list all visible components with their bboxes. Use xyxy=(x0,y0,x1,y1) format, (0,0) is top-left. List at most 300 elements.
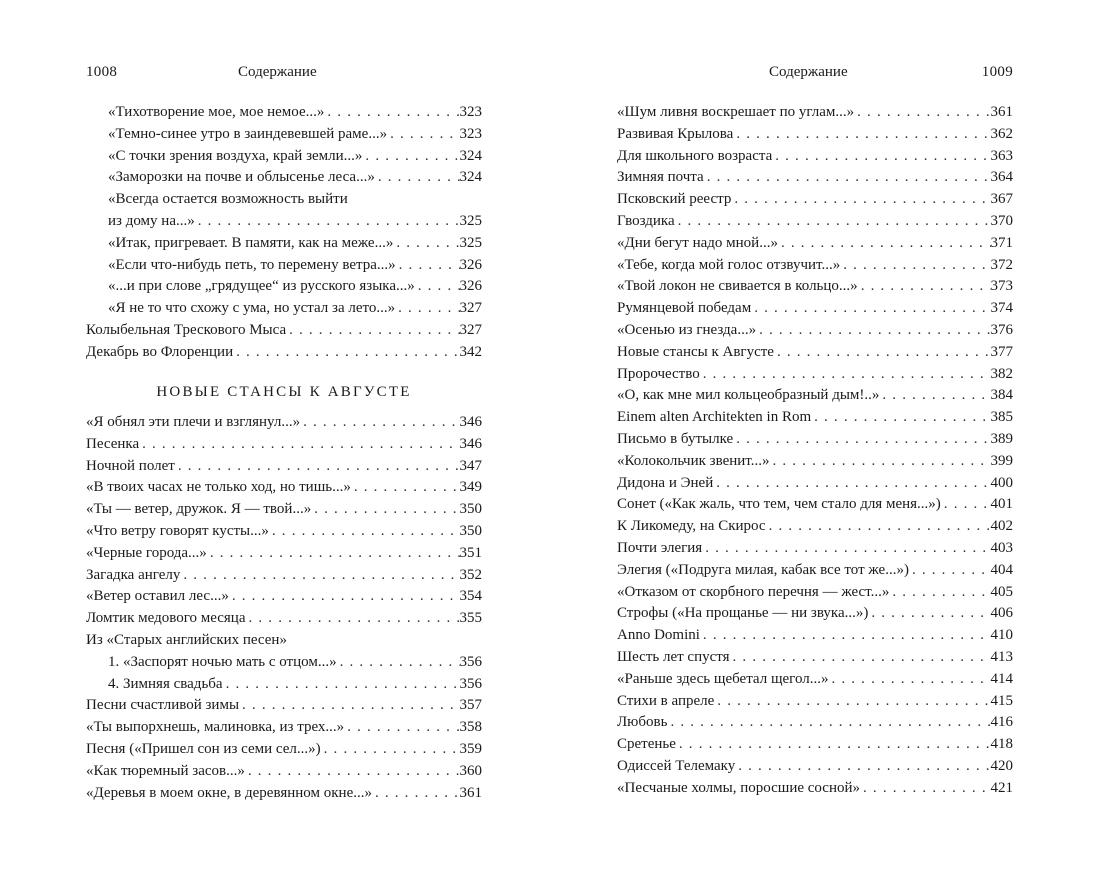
toc-page-number: 326 xyxy=(459,256,482,273)
toc-page-number: 361 xyxy=(990,104,1013,120)
toc-page-number: 325 xyxy=(459,234,482,251)
toc-page-number: 323 xyxy=(459,125,482,142)
toc-entry-line xyxy=(617,756,1013,778)
toc-entry-line xyxy=(86,276,482,298)
toc-entry-title: Стихи в апреле xyxy=(617,692,715,709)
toc-page-number: 342 xyxy=(459,343,482,360)
toc-list xyxy=(86,412,482,804)
toc-entry-title: «Ты выпорхнешь, малиновка, из трех...» xyxy=(86,719,345,736)
dot-leader xyxy=(858,276,991,298)
toc-entry-title: Почти элегия xyxy=(617,539,703,556)
toc-page-number: 327 xyxy=(459,300,482,317)
toc-entry xyxy=(86,783,482,805)
toc-entry xyxy=(617,298,1013,320)
toc-entry xyxy=(86,586,482,608)
toc-entry-title: «Что ветру говорят кусты...» xyxy=(86,522,269,539)
toc-entry xyxy=(617,778,1013,800)
toc-entry xyxy=(86,102,482,124)
toc-entry-title: Декабрь во Флоренции xyxy=(86,343,234,360)
dot-leader xyxy=(362,146,459,168)
dot-leader xyxy=(751,298,990,320)
toc-entry xyxy=(86,298,482,320)
toc-entry-line xyxy=(617,669,1013,691)
toc-entry-title: «Итак, пригревает. В памяти, как на меже...» xyxy=(108,234,394,251)
toc-page-number: 323 xyxy=(459,104,482,120)
dot-leader xyxy=(351,477,460,499)
toc-entry-line xyxy=(86,298,482,320)
toc-page-number: 418 xyxy=(990,736,1013,753)
toc-page-number: 357 xyxy=(459,697,482,714)
toc-page-number: 403 xyxy=(990,539,1013,556)
toc-entry xyxy=(86,521,482,543)
toc-entry xyxy=(617,712,1013,734)
dot-leader xyxy=(300,412,459,434)
toc-entry-title: Einem alten Architekten in Rom xyxy=(617,409,812,426)
toc-page-number: 326 xyxy=(459,278,482,295)
toc-entry-line xyxy=(617,189,1013,211)
toc-page-number: 325 xyxy=(459,212,482,229)
toc-entry-line xyxy=(617,712,1013,734)
toc-entry-line xyxy=(617,603,1013,625)
toc-entry-title: «Черные города...» xyxy=(86,544,207,561)
dot-leader xyxy=(778,233,991,255)
toc-entry xyxy=(86,456,482,478)
dot-leader xyxy=(229,586,460,608)
toc-entry-line xyxy=(86,652,482,674)
toc-page-number: 399 xyxy=(990,452,1013,469)
toc-entry xyxy=(86,477,482,499)
toc-entry-title: «Ты — ветер, дружок. Я — твой...» xyxy=(86,501,312,518)
toc-entry xyxy=(617,342,1013,364)
toc-entry-line xyxy=(617,364,1013,386)
toc-page-number: 402 xyxy=(990,518,1013,535)
dot-leader xyxy=(372,783,460,805)
toc-page-number: 361 xyxy=(459,784,482,801)
toc-entry xyxy=(86,146,482,168)
toc-entry-title: Дидона и Эней xyxy=(617,474,714,491)
toc-page-number: 414 xyxy=(990,670,1013,687)
toc-entry-line xyxy=(617,124,1013,146)
dot-leader xyxy=(207,543,460,565)
toc-entry-title: «Заморозки на почве и облысенье леса...» xyxy=(108,169,375,186)
toc-page-number: 389 xyxy=(990,430,1013,447)
dot-leader xyxy=(730,647,991,669)
toc-entry xyxy=(617,756,1013,778)
toc-entry-line xyxy=(86,124,482,146)
toc-page-number: 416 xyxy=(990,714,1013,731)
toc-page-number: 350 xyxy=(459,501,482,518)
dot-leader xyxy=(735,756,990,778)
toc-page-number: 346 xyxy=(459,414,482,430)
toc-entry-line xyxy=(617,625,1013,647)
toc-entry xyxy=(617,385,1013,407)
toc-entry-line xyxy=(86,717,482,739)
toc-entry-title: Колыбельная Трескового Мыса xyxy=(86,321,287,338)
toc-entry-line xyxy=(86,499,482,521)
toc-entry-title: «Ветер оставил лес...» xyxy=(86,588,229,605)
toc-page-number: 358 xyxy=(459,719,482,736)
toc-entry-line xyxy=(617,211,1013,233)
toc-page-number: 384 xyxy=(990,387,1013,404)
toc-page-number: 355 xyxy=(459,610,482,627)
toc-entry-title: К Ликомеду, на Скирос xyxy=(617,518,766,535)
toc-entry-title: 1. «Заспорят ночью мать с отцом...» xyxy=(108,653,337,670)
toc-entry-line xyxy=(617,146,1013,168)
toc-page-number: 354 xyxy=(459,588,482,605)
toc-entry-title: «Всегда остается возможность выйти xyxy=(108,191,348,208)
toc-entry-title: Ломтик медового месяца xyxy=(86,610,246,627)
dot-leader xyxy=(828,669,990,691)
toc-page-number: 401 xyxy=(990,496,1013,513)
toc-entry-title: «Шум ливня воскрешает по углам...» xyxy=(617,104,855,120)
toc-entry-title: Гвоздика xyxy=(617,212,675,229)
dot-leader xyxy=(774,342,991,364)
toc-entry xyxy=(86,412,482,434)
toc-entry-title: «О, как мне мил кольцеобразный дым!..» xyxy=(617,387,880,404)
dot-leader xyxy=(246,608,460,630)
toc-entry-title: Для школьного возраста xyxy=(617,147,773,164)
toc-page-number: 371 xyxy=(990,234,1013,251)
dot-leader xyxy=(195,211,460,233)
dot-leader xyxy=(756,320,990,342)
toc-entry xyxy=(617,669,1013,691)
toc-entry-title: Песня («Пришел сон из семи сел...») xyxy=(86,740,321,757)
toc-page-number: 420 xyxy=(990,757,1013,774)
toc-page-number: 370 xyxy=(990,212,1013,229)
toc-entry-line xyxy=(86,167,482,189)
toc-page-number: 374 xyxy=(990,300,1013,317)
toc-entry-line xyxy=(617,429,1013,451)
toc-entry xyxy=(617,625,1013,647)
dot-leader xyxy=(766,516,991,538)
toc-entry-line xyxy=(86,434,482,456)
toc-page-number: 363 xyxy=(990,147,1013,164)
toc-entry xyxy=(86,652,482,674)
dot-leader xyxy=(868,603,990,625)
toc-entry-line xyxy=(86,674,482,696)
dot-leader xyxy=(713,473,990,495)
toc-entry xyxy=(617,276,1013,298)
toc-entry-title: «С точки зрения воздуха, край земли...» xyxy=(108,147,363,164)
toc-entry xyxy=(617,560,1013,582)
toc-entry xyxy=(86,434,482,456)
toc-entry-line xyxy=(617,298,1013,320)
toc-entry-line xyxy=(86,211,482,233)
toc-entry xyxy=(86,717,482,739)
toc-entry xyxy=(617,167,1013,189)
toc-entry-line xyxy=(617,385,1013,407)
toc-entry xyxy=(617,734,1013,756)
toc-page-number: 364 xyxy=(990,169,1013,186)
dot-leader xyxy=(811,407,990,429)
dot-leader xyxy=(714,691,990,713)
toc-entry xyxy=(86,233,482,255)
dot-leader xyxy=(239,695,459,717)
running-head-title: Содержание xyxy=(769,64,848,80)
toc-entry-title: «Я обнял эти плечи и взглянул...» xyxy=(86,414,301,430)
toc-page-number: 405 xyxy=(990,583,1013,600)
toc-entry-title: Песенка xyxy=(86,435,140,452)
dot-leader xyxy=(889,582,990,604)
dot-leader xyxy=(344,717,459,739)
dot-leader xyxy=(269,521,460,543)
toc-entry-title: Зимняя почта xyxy=(617,169,704,186)
toc-entry-line xyxy=(86,102,482,124)
toc-entry-line xyxy=(86,233,482,255)
toc-entry-line xyxy=(86,608,482,630)
toc-entry xyxy=(617,494,1013,516)
toc-entry-line xyxy=(86,412,482,434)
toc-entry xyxy=(617,320,1013,342)
toc-page-number: 349 xyxy=(459,479,482,496)
toc-entry-line xyxy=(617,233,1013,255)
toc-entry-line xyxy=(617,407,1013,429)
toc-entry xyxy=(86,543,482,565)
toc-entry-title: Anno Domini xyxy=(617,627,700,644)
toc-entry-line xyxy=(86,695,482,717)
dot-leader xyxy=(731,189,990,211)
running-head-title: Содержание xyxy=(238,64,317,80)
toc-entry-title: «Если что-нибудь петь, то перемену ветра...» xyxy=(108,256,396,273)
toc-page-number: 346 xyxy=(459,435,482,452)
toc-entry xyxy=(617,407,1013,429)
toc-entry-title: «Я не то что схожу с ума, но устал за лето...» xyxy=(108,300,396,317)
toc-entry-title: Любовь xyxy=(617,714,668,731)
toc-page-number: 382 xyxy=(990,365,1013,382)
toc-entry-line xyxy=(617,538,1013,560)
toc-entry xyxy=(617,647,1013,669)
toc-entry-line xyxy=(86,586,482,608)
toc-entry-line xyxy=(86,146,482,168)
toc-entry xyxy=(617,451,1013,473)
toc-entry-line xyxy=(86,543,482,565)
toc-entry-title: Из «Старых английских песен» xyxy=(86,631,287,648)
dot-leader xyxy=(909,560,991,582)
dot-leader xyxy=(395,298,459,320)
toc-entry xyxy=(617,429,1013,451)
toc-page-number: 421 xyxy=(990,779,1013,796)
toc-entry-line xyxy=(86,630,482,652)
toc-page-number: 373 xyxy=(990,278,1013,295)
toc-page-number: 347 xyxy=(459,457,482,474)
toc-entry xyxy=(617,189,1013,211)
section-title: НОВЫЕ СТАНСЫ К АВГУСТЕ xyxy=(156,384,412,400)
dot-leader xyxy=(772,146,990,168)
toc-entry-line xyxy=(86,761,482,783)
toc-entry-line xyxy=(617,102,1013,124)
toc-entry xyxy=(617,211,1013,233)
toc-entry-line xyxy=(617,342,1013,364)
toc-entry xyxy=(617,124,1013,146)
dot-leader xyxy=(860,778,990,800)
dot-leader xyxy=(676,734,991,756)
toc-entry xyxy=(86,167,482,189)
toc-entry-title: Развивая Крылова xyxy=(617,125,734,142)
toc-entry xyxy=(86,630,482,652)
toc-page-number: 400 xyxy=(990,474,1013,491)
toc-entry-line xyxy=(86,456,482,478)
toc-entry-line xyxy=(617,734,1013,756)
toc-entry xyxy=(86,608,482,630)
toc-entry-line xyxy=(617,778,1013,800)
toc-entry xyxy=(86,565,482,587)
toc-entry-line xyxy=(86,521,482,543)
toc-entry xyxy=(86,695,482,717)
toc-page-number: 406 xyxy=(990,605,1013,622)
dot-leader xyxy=(321,739,460,761)
toc-entry-title: «Тихотворение мое, мое немое...» xyxy=(108,104,325,120)
toc-entry xyxy=(86,276,482,298)
toc-entry-title: «Твой локон не свивается в кольцо...» xyxy=(617,278,858,295)
toc-entry-line xyxy=(86,255,482,277)
toc-entry xyxy=(617,473,1013,495)
toc-entry-title: Сретенье xyxy=(617,736,676,753)
toc-entry xyxy=(86,674,482,696)
toc-entry-title: «В твоих часах не только ход, но тишь...» xyxy=(86,479,351,496)
dot-leader xyxy=(700,625,991,647)
toc-page-number: 415 xyxy=(990,692,1013,709)
toc-entry-title: «Дни бегут надо мной...» xyxy=(617,234,778,251)
toc-entry-title: «Раньше здесь щебетал щегол...» xyxy=(617,670,829,687)
toc-entry-line xyxy=(617,582,1013,604)
toc-page-number: 362 xyxy=(990,125,1013,142)
toc-page-number: 385 xyxy=(990,409,1013,426)
toc-entry xyxy=(617,233,1013,255)
toc-entry-title: Песни счастливой зимы xyxy=(86,697,240,714)
toc-entry-title: Элегия («Подруга милая, кабак все тот же...») xyxy=(617,561,909,578)
toc-entry xyxy=(617,582,1013,604)
toc-page-number: 356 xyxy=(459,675,482,692)
dot-leader xyxy=(387,124,459,146)
toc-page-number: 324 xyxy=(459,169,482,186)
toc-entry-title: Румянцевой победам xyxy=(617,300,752,317)
dot-leader xyxy=(286,320,459,342)
toc-entry-line xyxy=(617,647,1013,669)
toc-entry-title: Шесть лет спустя xyxy=(617,648,730,665)
toc-entry xyxy=(617,538,1013,560)
toc-entry xyxy=(617,102,1013,124)
dot-leader xyxy=(223,674,460,696)
toc-entry xyxy=(617,603,1013,625)
toc-entry-title: Строфы («На прощанье — ни звука...») xyxy=(617,605,869,622)
toc-entry xyxy=(86,499,482,521)
toc-entry xyxy=(86,761,482,783)
toc-entry-title: Загадка ангелу xyxy=(86,566,181,583)
toc-entry xyxy=(86,739,482,761)
toc-entry-line xyxy=(617,451,1013,473)
dot-leader xyxy=(180,565,459,587)
toc-entry-title: Пророчество xyxy=(617,365,700,382)
toc-entry-title: «...и при слове „грядущее“ из русского языка...» xyxy=(108,278,415,295)
toc-entry-title: Ночной полет xyxy=(86,457,175,474)
toc-entry-title: 4. Зимняя свадьба xyxy=(108,675,223,692)
toc-entry-title: Новые стансы к Августе xyxy=(617,343,774,360)
toc-entry-title: «Отказом от скорбного перечня — жест...» xyxy=(617,583,890,600)
toc-page-number: 404 xyxy=(990,561,1013,578)
dot-leader xyxy=(337,652,460,674)
toc-entry-title: из дому на...» xyxy=(108,212,195,229)
toc-page-number: 359 xyxy=(459,740,482,757)
toc-entry xyxy=(86,320,482,342)
running-head xyxy=(617,64,1013,86)
toc-entry-line xyxy=(617,276,1013,298)
dot-leader xyxy=(675,211,991,233)
toc-page-number: 410 xyxy=(990,627,1013,644)
toc-entry-title: «Как тюремный засов...» xyxy=(86,762,245,779)
dot-leader xyxy=(375,167,460,189)
dot-leader xyxy=(139,434,459,456)
toc-page-number: 377 xyxy=(990,343,1013,360)
toc-list xyxy=(86,102,482,364)
dot-leader xyxy=(733,429,990,451)
dot-leader xyxy=(769,451,990,473)
dot-leader xyxy=(175,456,460,478)
toc-page-number: 352 xyxy=(459,566,482,583)
toc-entry-title: «Колокольчик звенит...» xyxy=(617,452,770,469)
toc-entry-line xyxy=(617,473,1013,495)
toc-page-number: 324 xyxy=(459,147,482,164)
toc-entry-line xyxy=(86,565,482,587)
dot-leader xyxy=(854,102,990,124)
toc-page-number: 327 xyxy=(459,321,482,338)
dot-leader xyxy=(415,276,460,298)
dot-leader xyxy=(702,538,990,560)
toc-entry xyxy=(86,342,482,364)
toc-entry-line xyxy=(617,516,1013,538)
dot-leader xyxy=(245,761,460,783)
dot-leader xyxy=(393,233,459,255)
toc-page-number: 360 xyxy=(459,762,482,779)
toc-page-number: 376 xyxy=(990,321,1013,338)
toc-page-number: 350 xyxy=(459,522,482,539)
toc-page-number: 413 xyxy=(990,648,1013,665)
toc-entry-line xyxy=(86,783,482,805)
dot-leader xyxy=(396,255,460,277)
toc-entry-line xyxy=(86,342,482,364)
toc-entry xyxy=(86,189,482,233)
toc-entry xyxy=(617,691,1013,713)
toc-page-number: 351 xyxy=(459,544,482,561)
toc-entry-line xyxy=(86,320,482,342)
toc-entry xyxy=(617,146,1013,168)
toc-page-number: 367 xyxy=(990,191,1013,208)
dot-leader xyxy=(733,124,990,146)
toc-entry-title: Одиссей Телемаку xyxy=(617,757,736,774)
dot-leader xyxy=(700,364,991,386)
dot-leader xyxy=(879,385,990,407)
toc-entry-line xyxy=(617,320,1013,342)
toc-entry-title: «Тебе, когда мой голос отзвучит...» xyxy=(617,256,841,273)
dot-leader xyxy=(311,499,459,521)
toc-entry-line xyxy=(617,167,1013,189)
toc-entry-line xyxy=(617,560,1013,582)
toc-list xyxy=(617,102,1013,800)
dot-leader xyxy=(704,167,991,189)
toc-entry-title: «Песчаные холмы, поросшие сосной» xyxy=(617,779,861,796)
dot-leader xyxy=(941,494,991,516)
dot-leader xyxy=(233,342,459,364)
toc-entry-title: Сонет («Как жаль, что тем, чем стало для меня...») xyxy=(617,496,941,513)
toc-entry xyxy=(617,516,1013,538)
toc-entry-title: Письмо в бутылке xyxy=(617,430,734,447)
toc-entry xyxy=(617,255,1013,277)
toc-entry-line xyxy=(617,494,1013,516)
toc-entry-title: «Осенью из гнезда...» xyxy=(617,321,757,338)
toc-entry-line xyxy=(617,691,1013,713)
dot-leader xyxy=(324,102,459,124)
page-number: 1008 xyxy=(86,64,118,80)
toc-entry-line xyxy=(86,739,482,761)
